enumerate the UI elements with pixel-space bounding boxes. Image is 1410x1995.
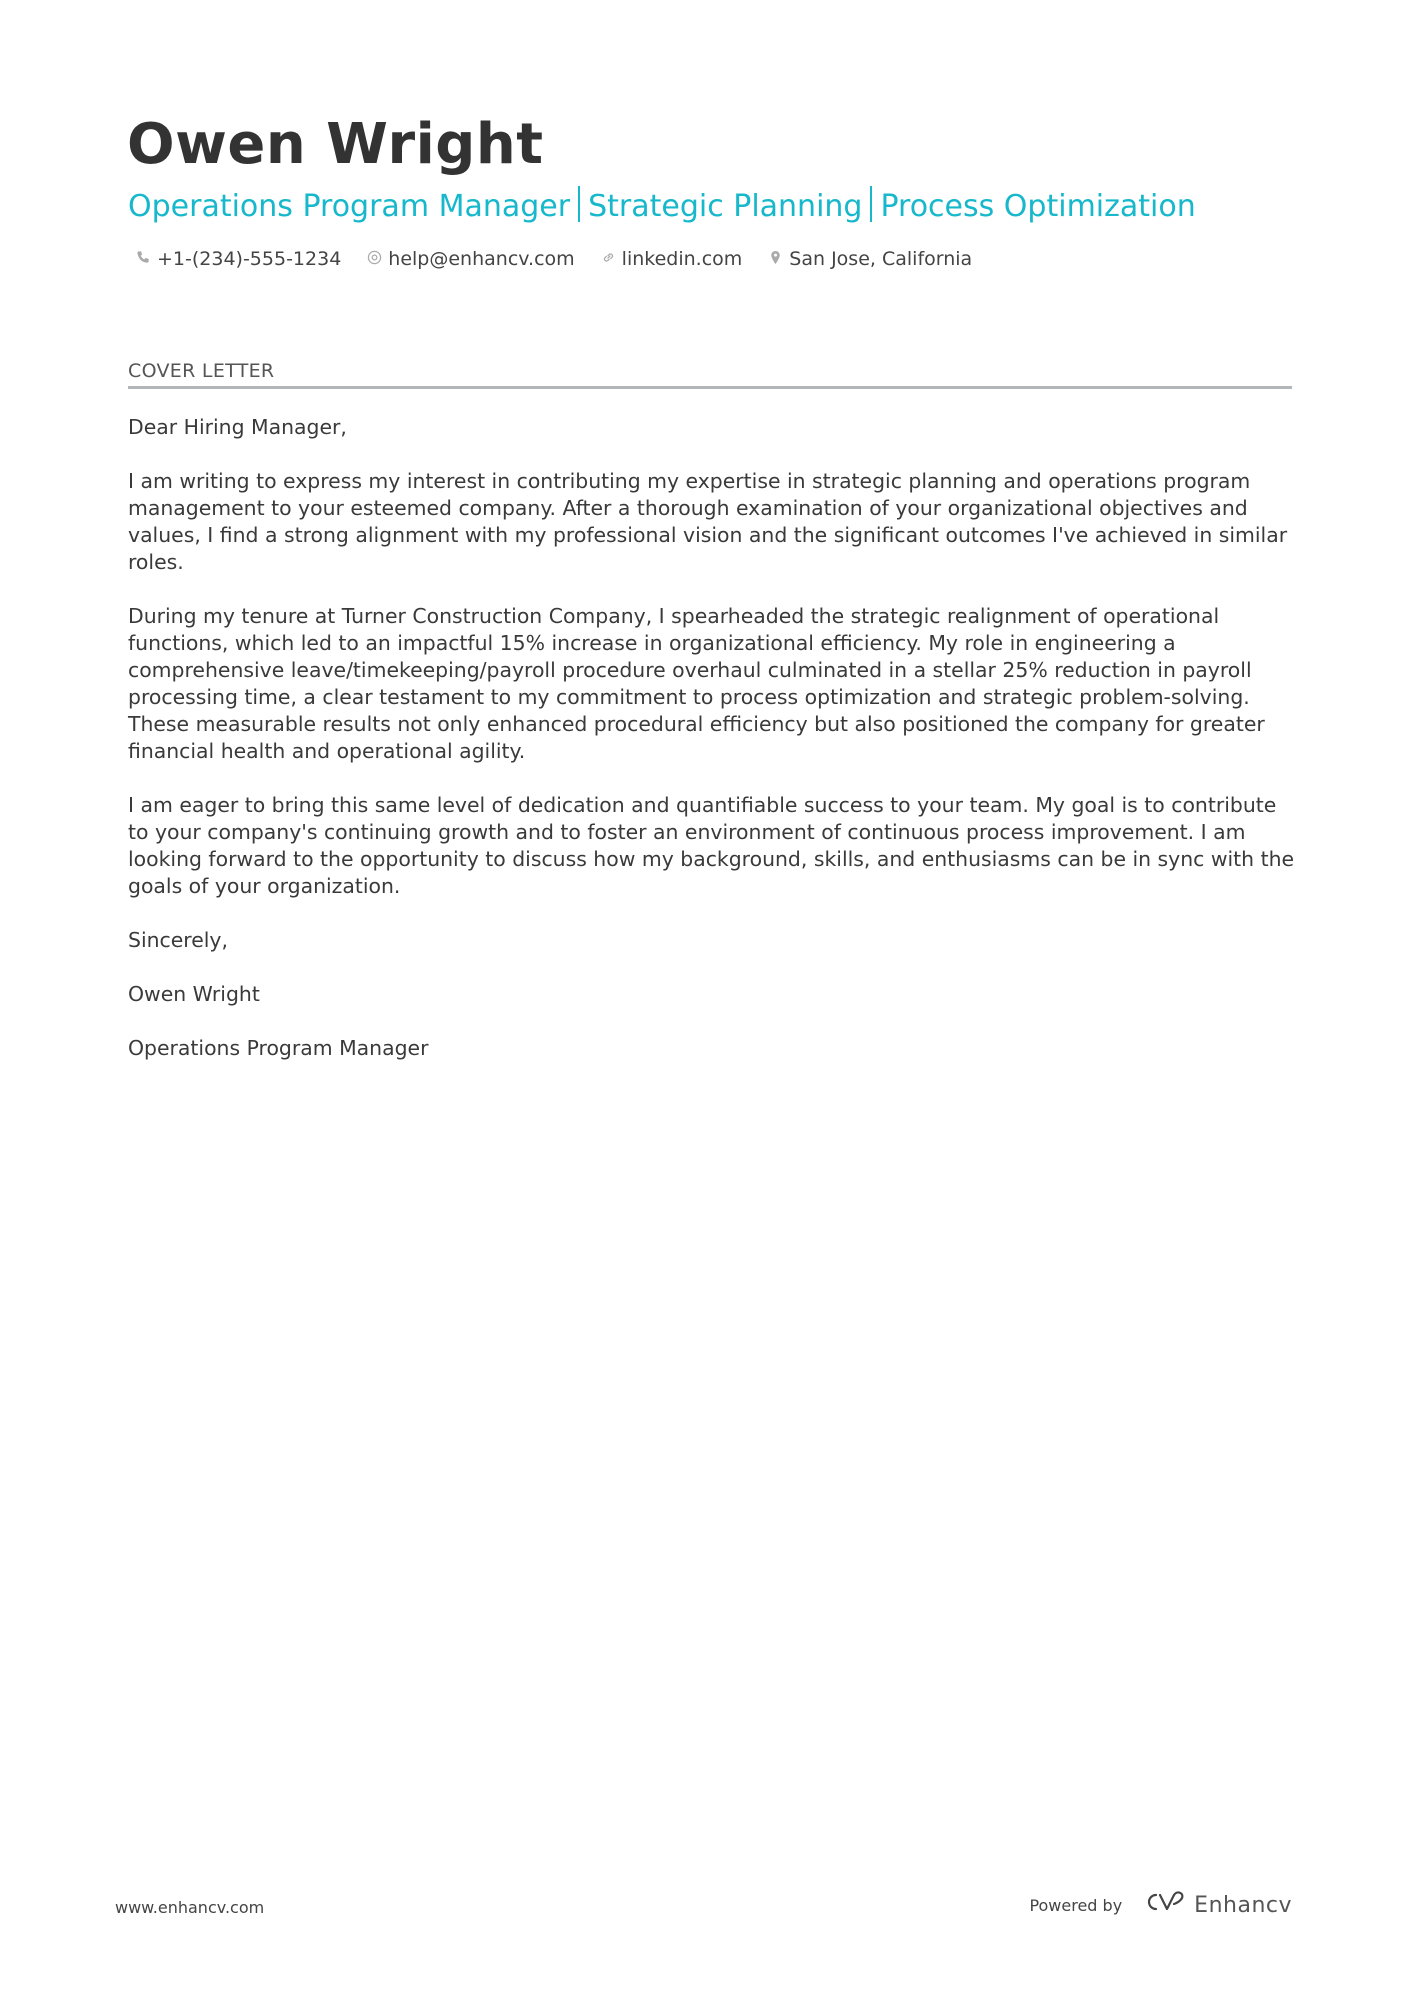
linkedin-link[interactable]: linkedin.com	[621, 248, 743, 270]
title-part: Process Optimization	[880, 189, 1196, 224]
greeting: Dear Hiring Manager,	[128, 415, 347, 439]
contact-email[interactable]	[367, 248, 574, 270]
email-link[interactable]: help@enhancv.com	[388, 248, 575, 270]
location-pin-icon	[768, 248, 783, 270]
contact-info	[136, 248, 972, 270]
contact-linkedin[interactable]	[601, 248, 743, 270]
link-icon	[601, 248, 616, 270]
paragraph: I am writing to express my interest in contributing my expertise in strategic planning and operations program management to your esteemed company. After a thorough examination of your organizational objectives and values, I find a strong alignment with my professional vision and the significant outcomes I've achieved in similar roles.	[128, 469, 1288, 574]
closing: Sincerely,	[128, 928, 228, 952]
cover-letter-section	[128, 360, 1292, 389]
job-title	[128, 186, 1196, 224]
phone-number: +1-(234)-555-1234	[157, 248, 342, 270]
candidate-name: Owen Wright	[127, 112, 544, 177]
enhancv-logo[interactable]	[1140, 1890, 1292, 1920]
signature-title: Operations Program Manager	[128, 1036, 429, 1060]
section-title: COVER LETTER	[128, 360, 1292, 389]
powered-by-label: Powered by	[1029, 1895, 1123, 1915]
paragraph: During my tenure at Turner Construction Company, I spearheaded the strategic realignment of operational functions, which led to an impactful 15% increase in organizational efficiency. My role in engineering a comprehensive leave/timekeeping/payroll procedure overhaul culminated in a stellar 25% reduction in payroll processing time, a clear testament to my commitment to process optimization and strategic problem-solving. These measurable results not only enhanced procedural efficiency but also positioned the company for greater financial health and operational agility.	[128, 604, 1265, 763]
contact-location	[768, 248, 972, 270]
enhancv-logo-icon	[1140, 1890, 1186, 1920]
footer-website[interactable]: www.enhancv.com	[115, 1898, 265, 1917]
footer-branding	[1029, 1890, 1292, 1920]
at-icon	[367, 248, 382, 270]
title-separator	[870, 186, 872, 222]
title-part: Operations Program Manager	[128, 189, 571, 224]
contact-phone	[136, 248, 341, 270]
title-part: Strategic Planning	[588, 189, 863, 224]
brand-name: Enhancv	[1194, 1892, 1292, 1918]
title-separator	[578, 186, 580, 222]
signature-name: Owen Wright	[128, 982, 260, 1006]
letter-body	[128, 414, 1296, 1089]
location-text: San Jose, California	[789, 248, 973, 270]
paragraph: I am eager to bring this same level of dedication and quantifiable success to your team. My goal is to contribute to your company's continuing growth and to foster an environment of continuous process improvement. I am looking forward to the opportunity to discuss how my background, skills, and enthusiasms can be in sync with the goals of your organization.	[128, 793, 1295, 898]
phone-icon	[136, 248, 151, 270]
